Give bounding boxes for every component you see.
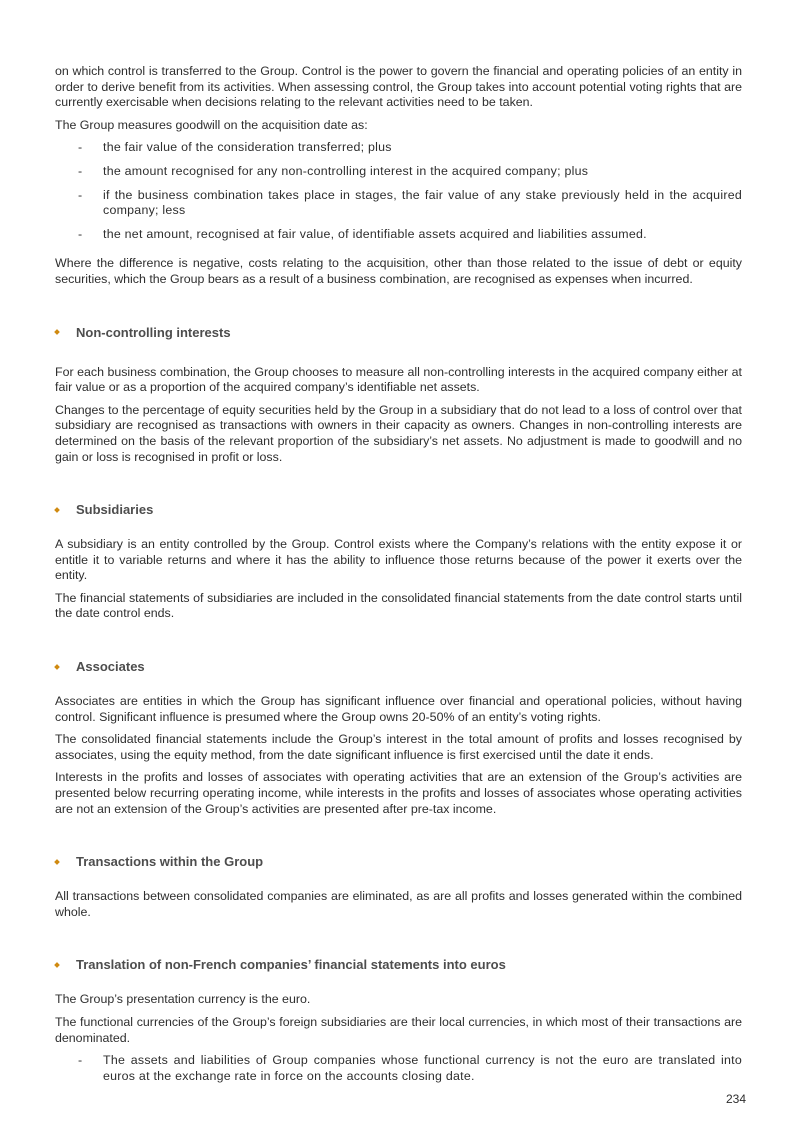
section-title: Translation of non-French companies’ financial statements into euros	[76, 957, 506, 973]
paragraph: Changes to the percentage of equity securities held by the Group in a subsidiary that do not lead to a loss of control over that subsidiary are recognised as transactions with owners in their capacity as owners. Changes in non-controlling interests are determined on the basis of the relevant proportion of the subsidiary’s net assets. No adjustment is made to goodwill and no gain or loss is recognised in profit or loss.	[55, 402, 742, 464]
paragraph: The consolidated financial statements include the Group’s interest in the total amount of profits and losses recognised by associates, using the equity method, from the date significant influence is first exercised until the date it ends.	[55, 732, 742, 762]
dash-bullet: -	[78, 140, 83, 155]
paragraph: A subsidiary is an entity controlled by the Group. Control exists where the Company’s relations with the entity expose it or entitle it to variable returns and where it has the ability to influence those returns because of the power it exerts over the entity.	[55, 537, 742, 583]
section-heading-translation	[55, 957, 742, 972]
diamond-bullet-icon	[54, 962, 60, 968]
section-heading-non-controlling	[55, 325, 742, 340]
intro-paragraph: on which control is transferred to the Group. Control is the power to govern the financial and operating policies of an entity in order to derive benefit from its activities. When assessing control, the Group takes into account potential voting rights that are currently exercisable when decisions relating to the relevant activities need to be taken.	[55, 64, 742, 110]
goodwill-intro: The Group measures goodwill on the acquisition date as:	[55, 117, 368, 132]
dash-bullet: -	[78, 226, 83, 241]
dash-bullet: -	[78, 163, 83, 178]
list-item: - if the business combination takes place in stages, the fair value of any stake previously held in the acquired company; less	[78, 187, 742, 218]
section-heading-transactions	[55, 854, 742, 869]
dash-bullet: -	[78, 1053, 83, 1068]
list-item: - the fair value of the consideration transferred; plus	[78, 140, 392, 155]
paragraph: The financial statements of subsidiaries are included in the consolidated financial statements from the date control starts until the date control ends.	[55, 590, 742, 621]
section-title: Transactions within the Group	[76, 854, 264, 870]
dash-bullet: -	[78, 187, 83, 202]
list-item: - the amount recognised for any non-controlling interest in the acquired company; plus	[78, 163, 589, 178]
list-item: - the net amount, recognised at fair value, of identifiable assets acquired and liabilities assumed.	[78, 226, 647, 241]
diamond-bullet-icon	[54, 507, 60, 513]
diamond-bullet-icon	[54, 664, 60, 670]
section-title: Associates	[76, 659, 145, 675]
translation-list	[55, 1053, 742, 1084]
paragraph: All transactions between consolidated companies are eliminated, as are all profits and losses generated within the combined whole.	[55, 889, 742, 919]
paragraph: The functional currencies of the Group’s foreign subsidiaries are their local currencies, in which most of their transactions are denominated.	[55, 1015, 742, 1045]
section-title: Non-controlling interests	[76, 324, 231, 340]
diamond-bullet-icon	[54, 859, 60, 865]
page-number: 234	[725, 1092, 746, 1106]
section-title: Subsidiaries	[76, 502, 154, 518]
diamond-bullet-icon	[54, 329, 60, 335]
paragraph: Associates are entities in which the Group has significant influence over financial and operational policies, without having control. Significant influence is presumed where the Group owns 20-50% of an entity’s voting rights.	[55, 694, 742, 724]
list-item: - The assets and liabilities of Group companies whose functional currency is not the euro are translated into euros at the exchange rate in force on the accounts closing date.	[78, 1053, 742, 1083]
section-heading-subsidiaries	[55, 502, 742, 517]
paragraph: Interests in the profits and losses of associates with operating activities that are an extension of the Group’s activities are presented below recurring operating income, while interests in the profits and losses of associates whose operating activities are not an extension of the Group’s activities are presented after pre-tax income.	[55, 770, 742, 816]
paragraph: For each business combination, the Group chooses to measure all non-controlling interests in the acquired company either at fair value or as a proportion of the acquired company’s identifiable net assets.	[55, 364, 742, 395]
section-heading-associates	[55, 659, 742, 674]
paragraph: The Group’s presentation currency is the euro.	[55, 992, 311, 1007]
document-body	[55, 64, 742, 1092]
goodwill-list	[55, 140, 742, 242]
negative-difference-paragraph: Where the difference is negative, costs relating to the acquisition, other than those related to the issue of debt or equity securities, which the Group bears as a result of a business combination, are recognised as expenses when incurred.	[55, 256, 742, 286]
